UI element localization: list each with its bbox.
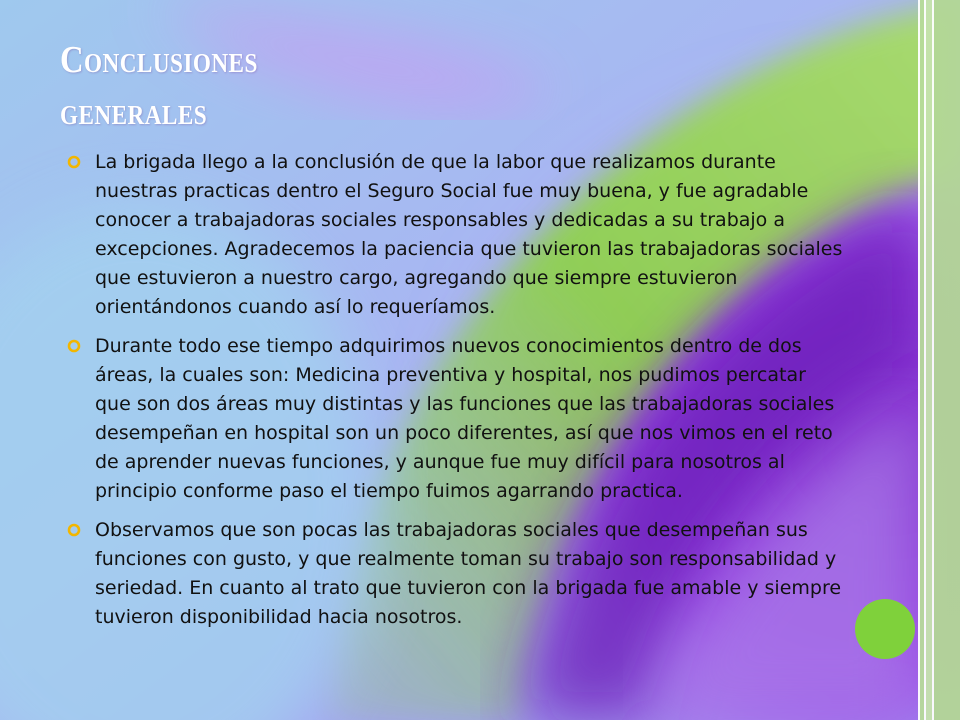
green-circle-decoration <box>855 599 915 659</box>
bullet-list <box>64 148 844 642</box>
bullet-text: Durante todo ese tiempo adquirimos nuevos conocimientos dentro de dos áreas, la cuales son: Medicina preventiva y hospital, nos pudimos percatar que son dos áreas muy distintas y las funciones que las trabajadoras sociales desempeñan en hospital son un poco diferentes, así que nos vimos en el reto de aprender nuevas funciones, y aunque fue muy difícil para nosotros al principio conforme paso el tiempo fuimos agarrando practica. <box>95 335 835 502</box>
bullet-text: Observamos que son pocas las trabajadoras sociales que desempeñan sus funciones con gusto, y que realmente toman su trabajo son responsabilidad y seriedad. En cuanto al trato que tuvieron con la brigada fue amable y siempre tuvieron disponibilidad hacia nosotros. <box>95 519 842 628</box>
ring-bullet-icon <box>66 338 82 354</box>
bullet-item <box>64 332 844 506</box>
right-edge-stripes <box>918 0 960 720</box>
bullet-text: La brigada llego a la conclusión de que la labor que realizamos durante nuestras practicas dentro el Seguro Social fue muy buena, y fue agradable conocer a trabajadoras sociales responsables y dedicadas a su trabajo a excepciones. Agradecemos la paciencia que tuvieron las trabajadoras sociales que estuvieron a nuestro cargo, agregando que siempre estuvieron orientándonos cuando así lo requeríamos. <box>95 151 843 318</box>
bullet-item <box>64 148 844 322</box>
title-line-2: generales <box>60 91 208 133</box>
bullet-item <box>64 516 844 632</box>
slide-title <box>60 34 662 138</box>
ring-bullet-icon <box>66 522 82 538</box>
ring-bullet-icon <box>66 154 82 170</box>
title-line-1: Conclusiones <box>60 39 258 81</box>
